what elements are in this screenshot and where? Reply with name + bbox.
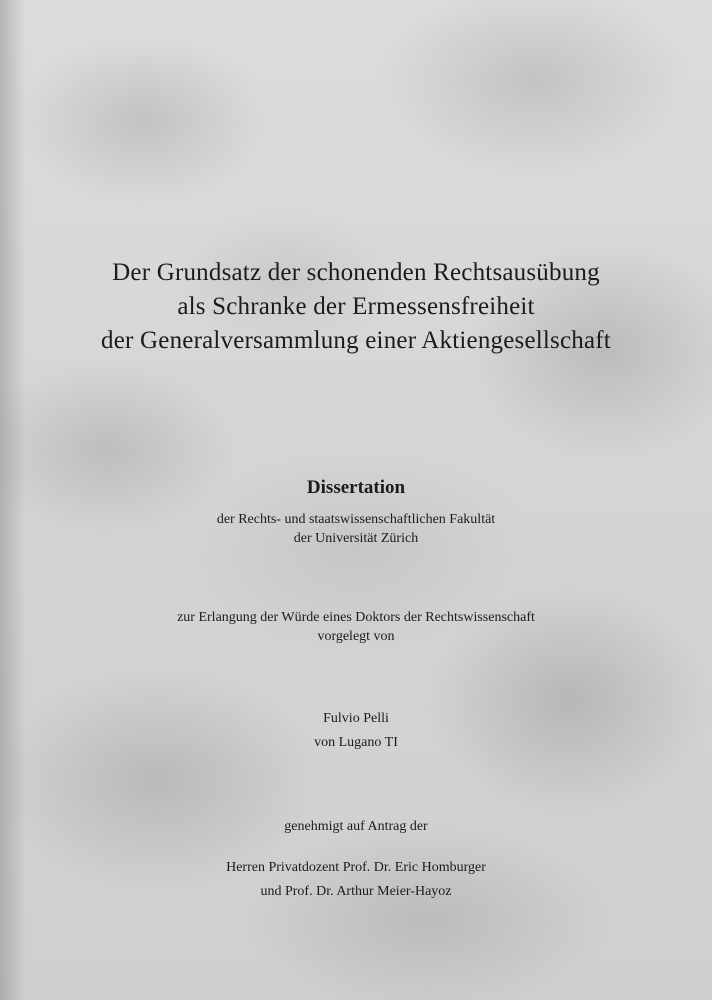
faculty-line-2: der Universität Zürich: [293, 531, 419, 546]
binding-edge: [0, 0, 26, 1000]
dissertation-title: [0, 256, 712, 358]
referee-line-1: Herren Privatdozent Prof. Dr. Eric Homburger: [226, 860, 486, 875]
dissertation-heading: Dissertation: [306, 477, 406, 498]
author-block: [0, 707, 712, 755]
author-origin: von Lugano TI: [314, 735, 398, 750]
title-line-1: Der Grundsatz der schonenden Rechtsausübung: [112, 259, 600, 286]
purpose-line-2: vorgelegt von: [317, 629, 395, 644]
faculty-line-1: der Rechts- und staatswissenschaftlichen Fakultät: [216, 512, 496, 527]
title-line-2: als Schranke der Ermessensfreiheit: [177, 293, 535, 320]
title-line-3: der Generalversammlung einer Aktiengesellschaft: [101, 327, 611, 354]
referees-block: [0, 856, 712, 904]
approval-intro: genehmigt auf Antrag der: [284, 819, 428, 834]
author-name: Fulvio Pelli: [323, 711, 389, 726]
purpose-block: [0, 608, 712, 646]
referee-line-2: und Prof. Dr. Arthur Meier-Hayoz: [260, 884, 452, 899]
purpose-line-1: zur Erlangung der Würde eines Doktors der Rechtswissenschaft: [177, 610, 535, 625]
faculty-block: [0, 510, 712, 548]
